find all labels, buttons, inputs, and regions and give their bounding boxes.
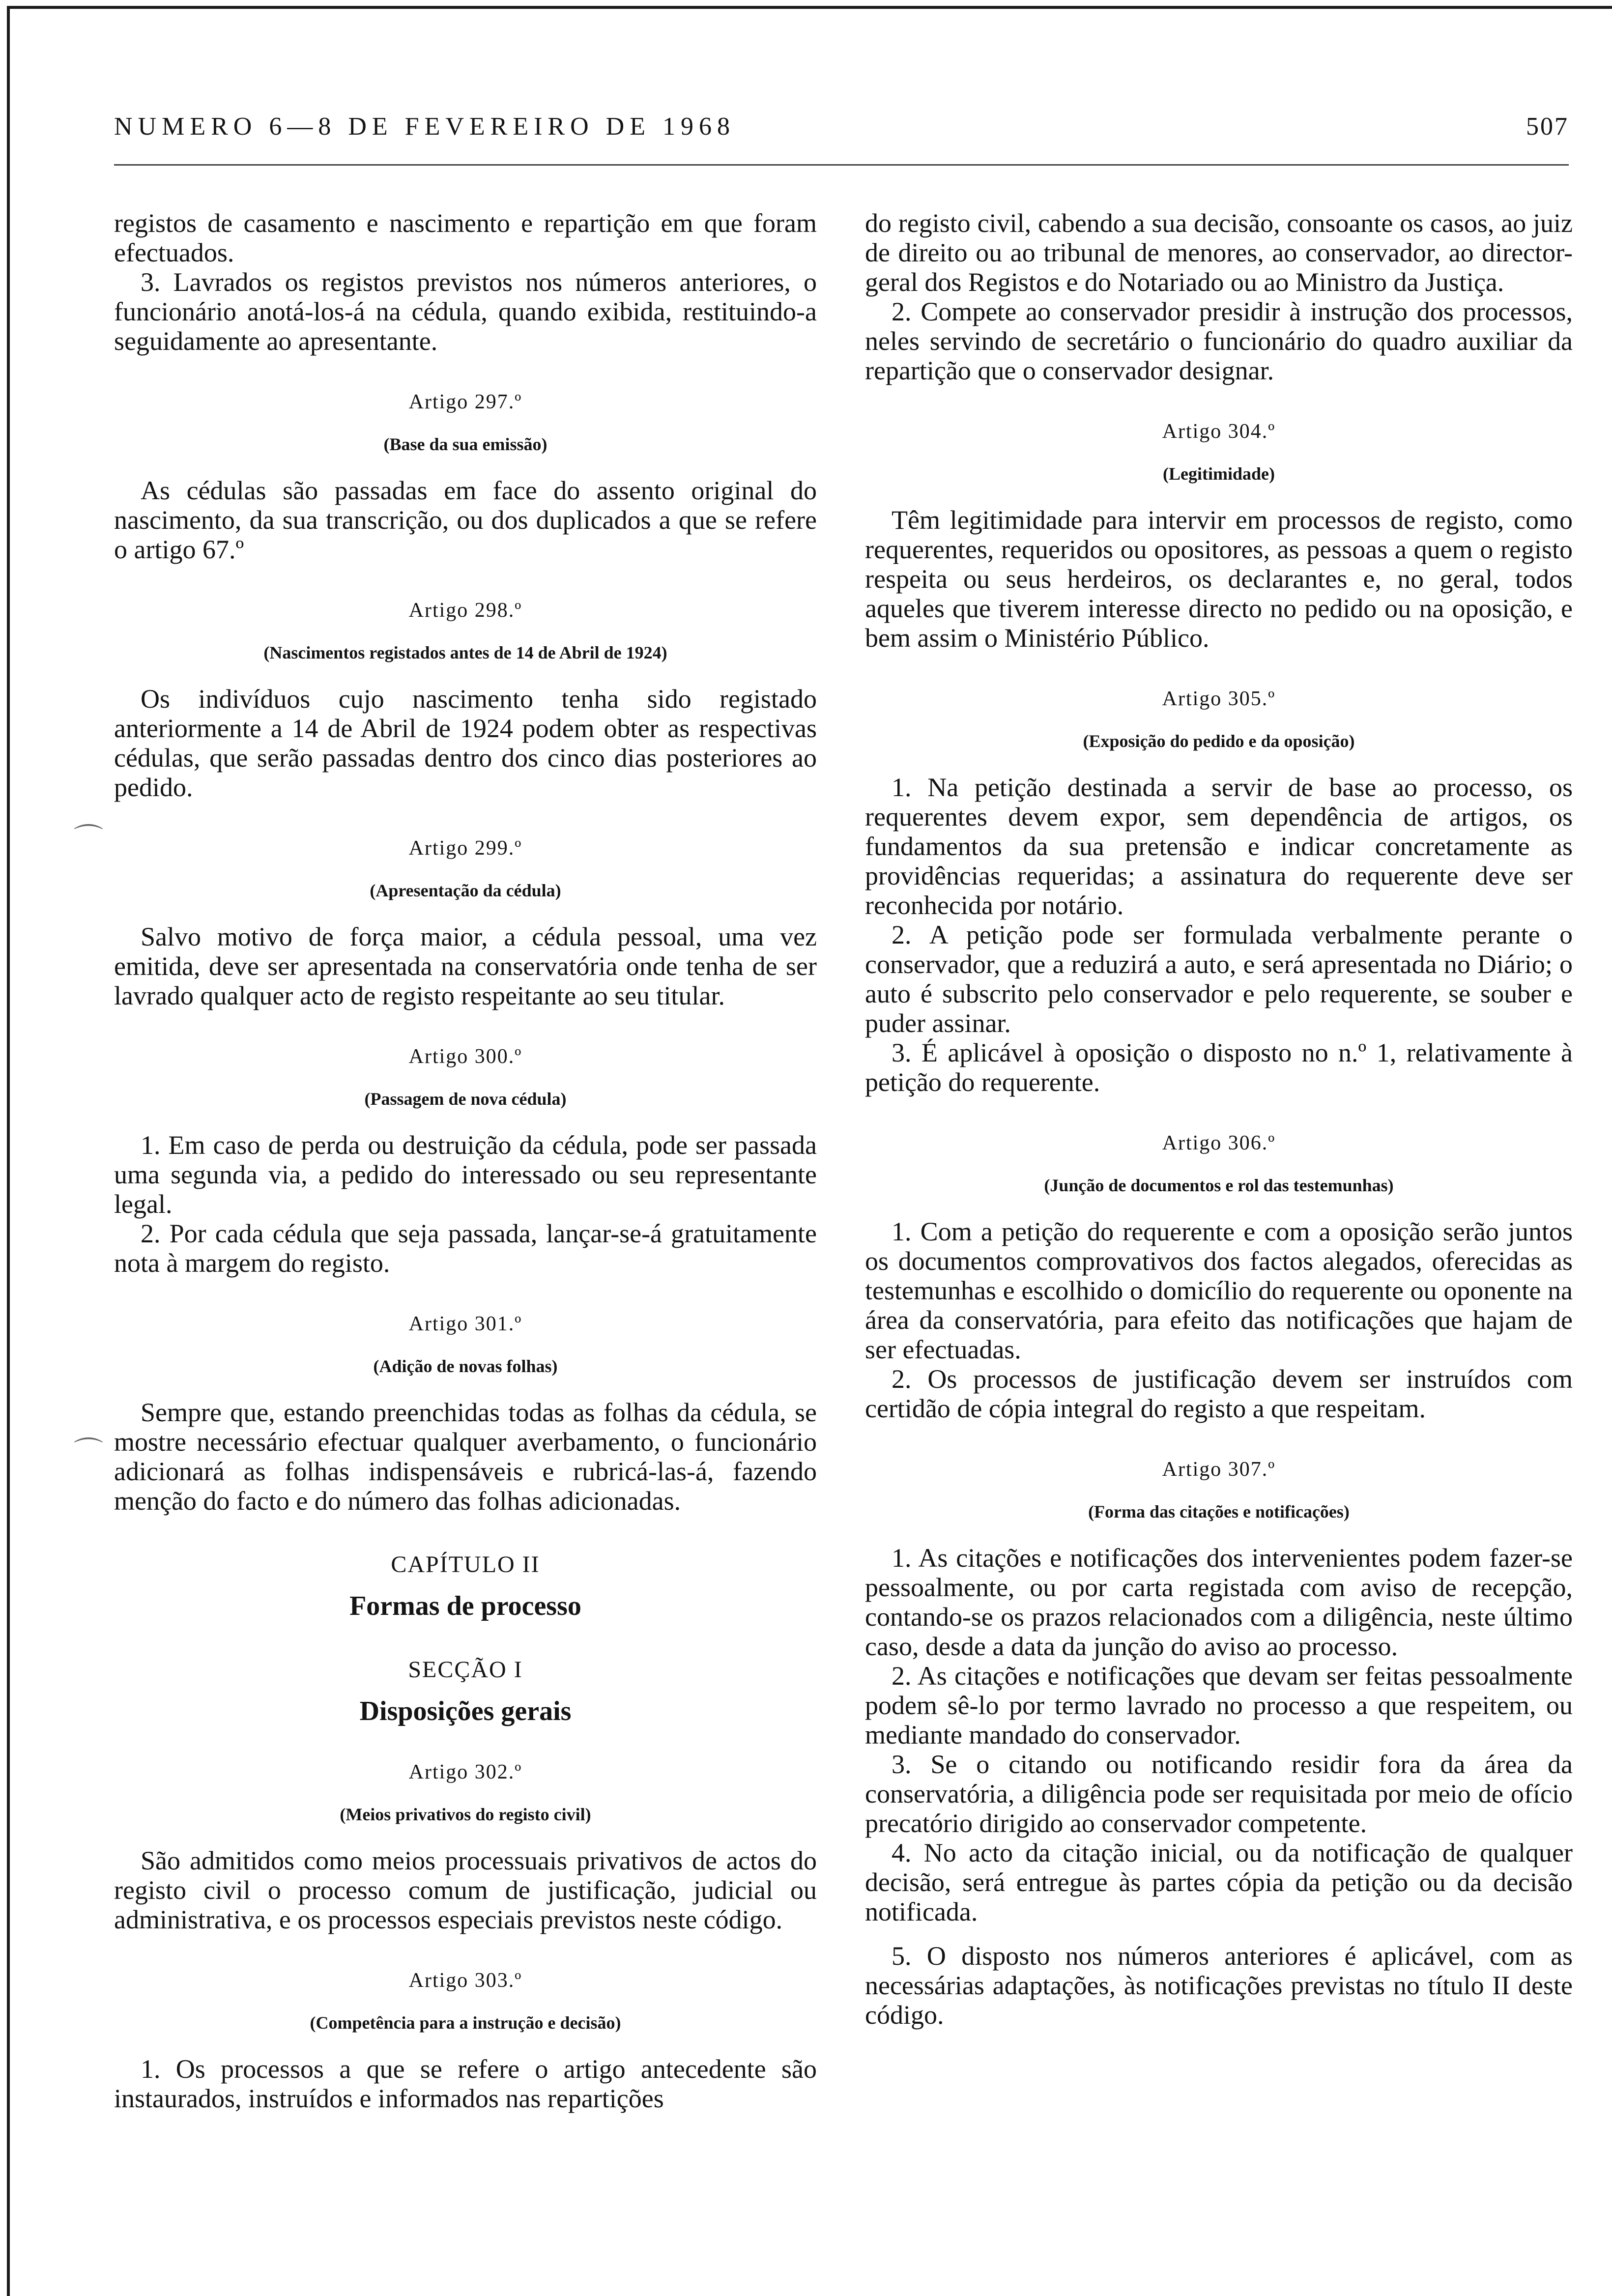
running-header <box>114 112 1569 151</box>
article-number: Artigo 301.º <box>408 1313 522 1335</box>
body-paragraph: 2. Os processos de justificação devem ser instruídos com certidão de cópia integral do registo a que respeitam. <box>865 1364 1573 1423</box>
article-subtitle: (Competência para a instrução e decisão) <box>310 2013 621 2033</box>
section-label: SECÇÃO I <box>408 1657 523 1683</box>
section-title: Formas de processo <box>349 1591 581 1621</box>
article-number: Artigo 302.º <box>408 1761 522 1783</box>
article-subtitle: (Legitimidade) <box>1163 464 1275 484</box>
article-subtitle: (Nascimentos registados antes de 14 de Abril de 1924) <box>263 643 667 662</box>
issue-date: NUMERO 6—8 DE FEVEREIRO DE 1968 <box>114 113 735 141</box>
body-paragraph: do registo civil, cabendo a sua decisão, consoante os casos, ao juiz de direito ou ao tribunal de menores, ao conservador, ao director-geral dos Registos e do Notariado ou ao Ministro da Justiça. <box>865 208 1573 297</box>
left-column <box>114 208 817 2113</box>
article-number: Artigo 299.º <box>408 837 522 860</box>
article-subtitle: (Exposição do pedido e da oposição) <box>1083 731 1355 751</box>
body-paragraph: Os indivíduos cujo nascimento tenha sido registado anteriormente a 14 de Abril de 1924 podem obter as respectivas cédulas, que serão passadas dentro dos cinco dias posteriores ao pedido. <box>114 684 817 802</box>
article-number: Artigo 297.º <box>408 391 522 413</box>
article-number: Artigo 306.º <box>1162 1132 1276 1154</box>
page-border-left <box>7 6 10 2296</box>
body-paragraph: 3. É aplicável à oposição o disposto no n.º 1, relativamente à petição do requerente. <box>865 1038 1573 1097</box>
article-number: Artigo 305.º <box>1162 688 1276 710</box>
page-number: 507 <box>1526 113 1569 141</box>
body-paragraph: 2. Por cada cédula que seja passada, lançar-se-á gratuitamente nota à margem do registo. <box>114 1219 817 1278</box>
body-paragraph: registos de casamento e nascimento e repartição em que foram efectuados. <box>114 208 817 267</box>
section-title: Disposições gerais <box>359 1696 572 1726</box>
article-number: Artigo 300.º <box>408 1045 522 1068</box>
article-number: Artigo 298.º <box>408 599 522 622</box>
body-paragraph: 1. Os processos a que se refere o artigo antecedente são instaurados, instruídos e informados nas repartições <box>114 2054 817 2113</box>
body-paragraph: Salvo motivo de força maior, a cédula pessoal, uma vez emitida, deve ser apresentada na conservatória onde tenha de ser lavrado qualquer acto de registo respeitante ao seu titular. <box>114 922 817 1010</box>
body-paragraph: 1. Em caso de perda ou destruição da cédula, pode ser passada uma segunda via, a pedido do interessado ou seu representante legal. <box>114 1130 817 1219</box>
body-paragraph: 5. O disposto nos números anteriores é aplicável, com as necessárias adaptações, às notificações previstas no título II deste código. <box>865 1941 1573 2030</box>
right-column <box>865 208 1573 2030</box>
body-paragraph: 4. No acto da citação inicial, ou da notificação de qualquer decisão, será entregue às partes cópia da petição ou da decisão notificada. <box>865 1838 1573 1926</box>
body-paragraph: 3. Se o citando ou notificando residir fora da área da conservatória, a diligência pode ser requisitada por meio de ofício precatório dirigido ao conservador competente. <box>865 1750 1573 1838</box>
body-paragraph: Sempre que, estando preenchidas todas as folhas da cédula, se mostre necessário efectuar qualquer averbamento, o funcionário adicionará as folhas indispensáveis e rubricá-las-á, fazendo menção do facto e do número das folhas adicionadas. <box>114 1398 817 1516</box>
section-label: CAPÍTULO II <box>391 1551 540 1578</box>
article-number: Artigo 304.º <box>1162 420 1276 443</box>
body-paragraph: Têm legitimidade para intervir em processos de registo, como requerentes, requeridos ou opositores, as pessoas a quem o registo respeita ou seus herdeiros, os declarantes e, no geral, todos aqueles que tiverem interesse directo no pedido ou na oposição, e bem assim o Ministério Público. <box>865 505 1573 653</box>
article-subtitle: (Adição de novas folhas) <box>373 1356 558 1376</box>
spacer <box>865 1926 1573 1941</box>
article-subtitle: (Junção de documentos e rol das testemunhas) <box>1044 1176 1394 1195</box>
article-subtitle: (Base da sua emissão) <box>383 434 547 454</box>
article-subtitle: (Meios privativos do registo civil) <box>340 1805 591 1824</box>
body-paragraph: 1. Com a petição do requerente e com a oposição serão juntos os documentos comprovativos dos factos alegados, oferecidas as testemunhas e escolhido o domicílio do requerente ou oponente na área da conservatória, para efeito das notificações que hajam de ser efectuadas. <box>865 1217 1573 1364</box>
page-border-top <box>7 6 1612 9</box>
article-subtitle: (Passagem de nova cédula) <box>364 1089 567 1109</box>
margin-tick-mark: ⌒ <box>74 1435 103 1470</box>
article-subtitle: (Forma das citações e notificações) <box>1088 1502 1350 1521</box>
body-paragraph: 2. As citações e notificações que devam ser feitas pessoalmente podem sê-lo por termo lavrado no processo a que respeitem, ou mediante mandado do conservador. <box>865 1661 1573 1750</box>
article-subtitle: (Apresentação da cédula) <box>370 881 561 900</box>
body-paragraph: 1. Na petição destinada a servir de base ao processo, os requerentes devem expor, sem dependência de artigos, os fundamentos da sua pretensão e indicar concretamente as providências requeridas; a assinatura do requerente deve ser reconhecida por notário. <box>865 773 1573 920</box>
header-rule <box>114 164 1569 166</box>
body-paragraph: 1. As citações e notificações dos intervenientes podem fazer-se pessoalmente, ou por carta registada com aviso de recepção, contando-se os prazos relacionados com a diligência, neste último caso, desde a data da junção do aviso ao processo. <box>865 1543 1573 1661</box>
body-paragraph: As cédulas são passadas em face do assento original do nascimento, da sua transcrição, ou dos duplicados a que se refere o artigo 67.º <box>114 476 817 564</box>
body-paragraph: São admitidos como meios processuais privativos de actos do registo civil o processo comum de justificação, judicial ou administrativa, e os processos especiais previstos neste código. <box>114 1846 817 1934</box>
body-paragraph: 3. Lavrados os registos previstos nos números anteriores, o funcionário anotá-los-á na cédula, quando exibida, restituindo-a seguidamente ao apresentante. <box>114 267 817 356</box>
body-paragraph: 2. Compete ao conservador presidir à instrução dos processos, neles servindo de secretário o funcionário do quadro auxiliar da repartição que o conservador designar. <box>865 297 1573 385</box>
margin-tick-mark: ⌒ <box>74 822 103 857</box>
body-paragraph: 2. A petição pode ser formulada verbalmente perante o conservador, que a reduzirá a auto, e será apresentada no Diário; o auto é subscrito pelo conservador e pelo requerente, se souber e puder assinar. <box>865 920 1573 1038</box>
article-number: Artigo 303.º <box>408 1969 522 1992</box>
article-number: Artigo 307.º <box>1162 1458 1276 1481</box>
